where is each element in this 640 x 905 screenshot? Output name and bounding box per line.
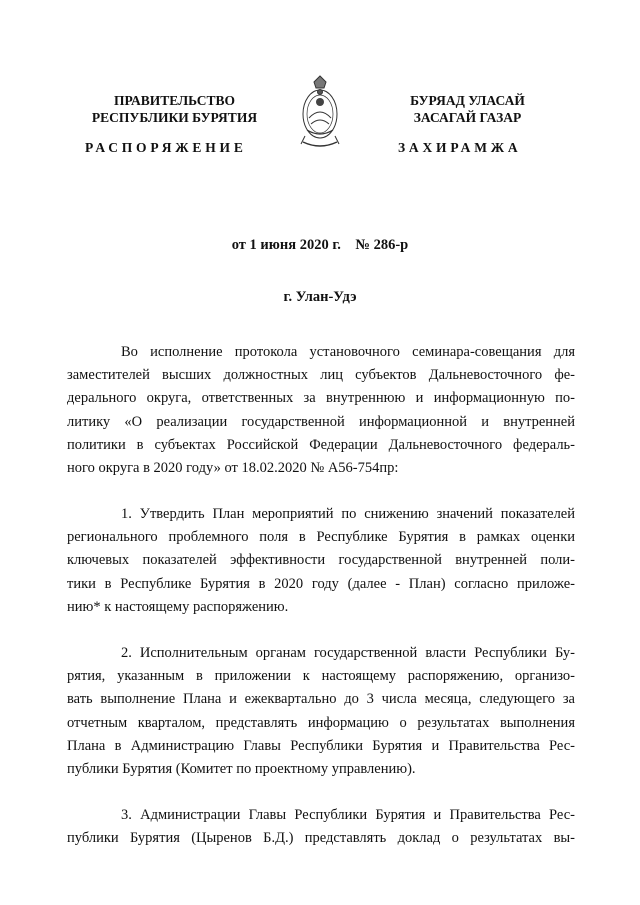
issuer-name-buryat (370, 92, 565, 126)
text-line: заместителей высших должностных лиц субъектов Дальневосточного фе- (67, 367, 575, 384)
text-line: ключевых показателей эффективности государственной внутренней поли- (67, 552, 575, 569)
text-line: ного округа в 2020 году» от 18.02.2020 № А56-754пр: (67, 459, 399, 476)
text-line: литику «О реализации государственной информационной и внутренней (67, 413, 575, 430)
text-line: вать выполнение Плана и ежеквартально до 3 числа месяца, следующего за (67, 691, 575, 708)
issuer-line-2-buryat: ЗАСАГАЙ ГАЗАР (413, 110, 522, 125)
text-line: 3. Администрации Главы Республики Бурятия и Правительства Рес- (121, 807, 575, 823)
doc-type-buryat: ЗАХИРАМЖА (398, 140, 522, 155)
text-line: публики Бурятия (Комитет по проектному управлению). (67, 760, 416, 777)
issuer-line-2: РЕСПУБЛИКИ БУРЯТИЯ (91, 110, 258, 125)
text-line: 1. Утвердить План мероприятий по снижению значений показателей (121, 506, 575, 522)
text-line: рятия, указанным в приложении к настоящему распоряжению, организо- (67, 668, 575, 685)
text-line: политики в субъектах Российской Федерации Дальневосточного федераль- (67, 436, 575, 453)
document-city: г. Улан-Удэ (283, 289, 357, 305)
issuer-line-1: ПРАВИТЕЛЬСТВО (113, 93, 235, 108)
text-line: публики Бурятия (Цыренов Б.Д.) представлять доклад о результатах вы- (67, 830, 575, 847)
item-2-paragraph (67, 642, 575, 781)
intro-paragraph (67, 341, 575, 480)
text-line: нию* к настоящему распоряжению. (67, 598, 289, 615)
item-3-paragraph (67, 804, 575, 850)
text-line: дерального округа, ответственных за внутреннюю и информационную по- (67, 390, 575, 407)
coat-of-arms-icon (295, 72, 345, 152)
text-line: регионального проблемного поля в Республике Бурятия в рамках оценки (67, 529, 575, 546)
text-line: отчетным кварталом, представлять информацию о результатах выполнения (67, 714, 575, 731)
text-line: Плана в Администрацию Главы Республики Бурятия и Правительства Рес- (67, 737, 575, 754)
issuer-line-1-buryat: БУРЯАД УЛАСАЙ (410, 93, 525, 108)
doc-type-russian: РАСПОРЯЖЕНИЕ (85, 140, 247, 155)
text-line: 2. Исполнительным органам государственной власти Республики Бу- (121, 645, 575, 661)
issuer-name-russian (72, 92, 277, 126)
text-line: Во исполнение протокола установочного семинара-совещания для (121, 344, 575, 360)
document-date-number: от 1 июня 2020 г. № 286-р (231, 237, 409, 253)
item-1-paragraph (67, 503, 575, 619)
text-line: тики в Республике Бурятия в 2020 году (далее - План) согласно приложе- (67, 575, 575, 592)
